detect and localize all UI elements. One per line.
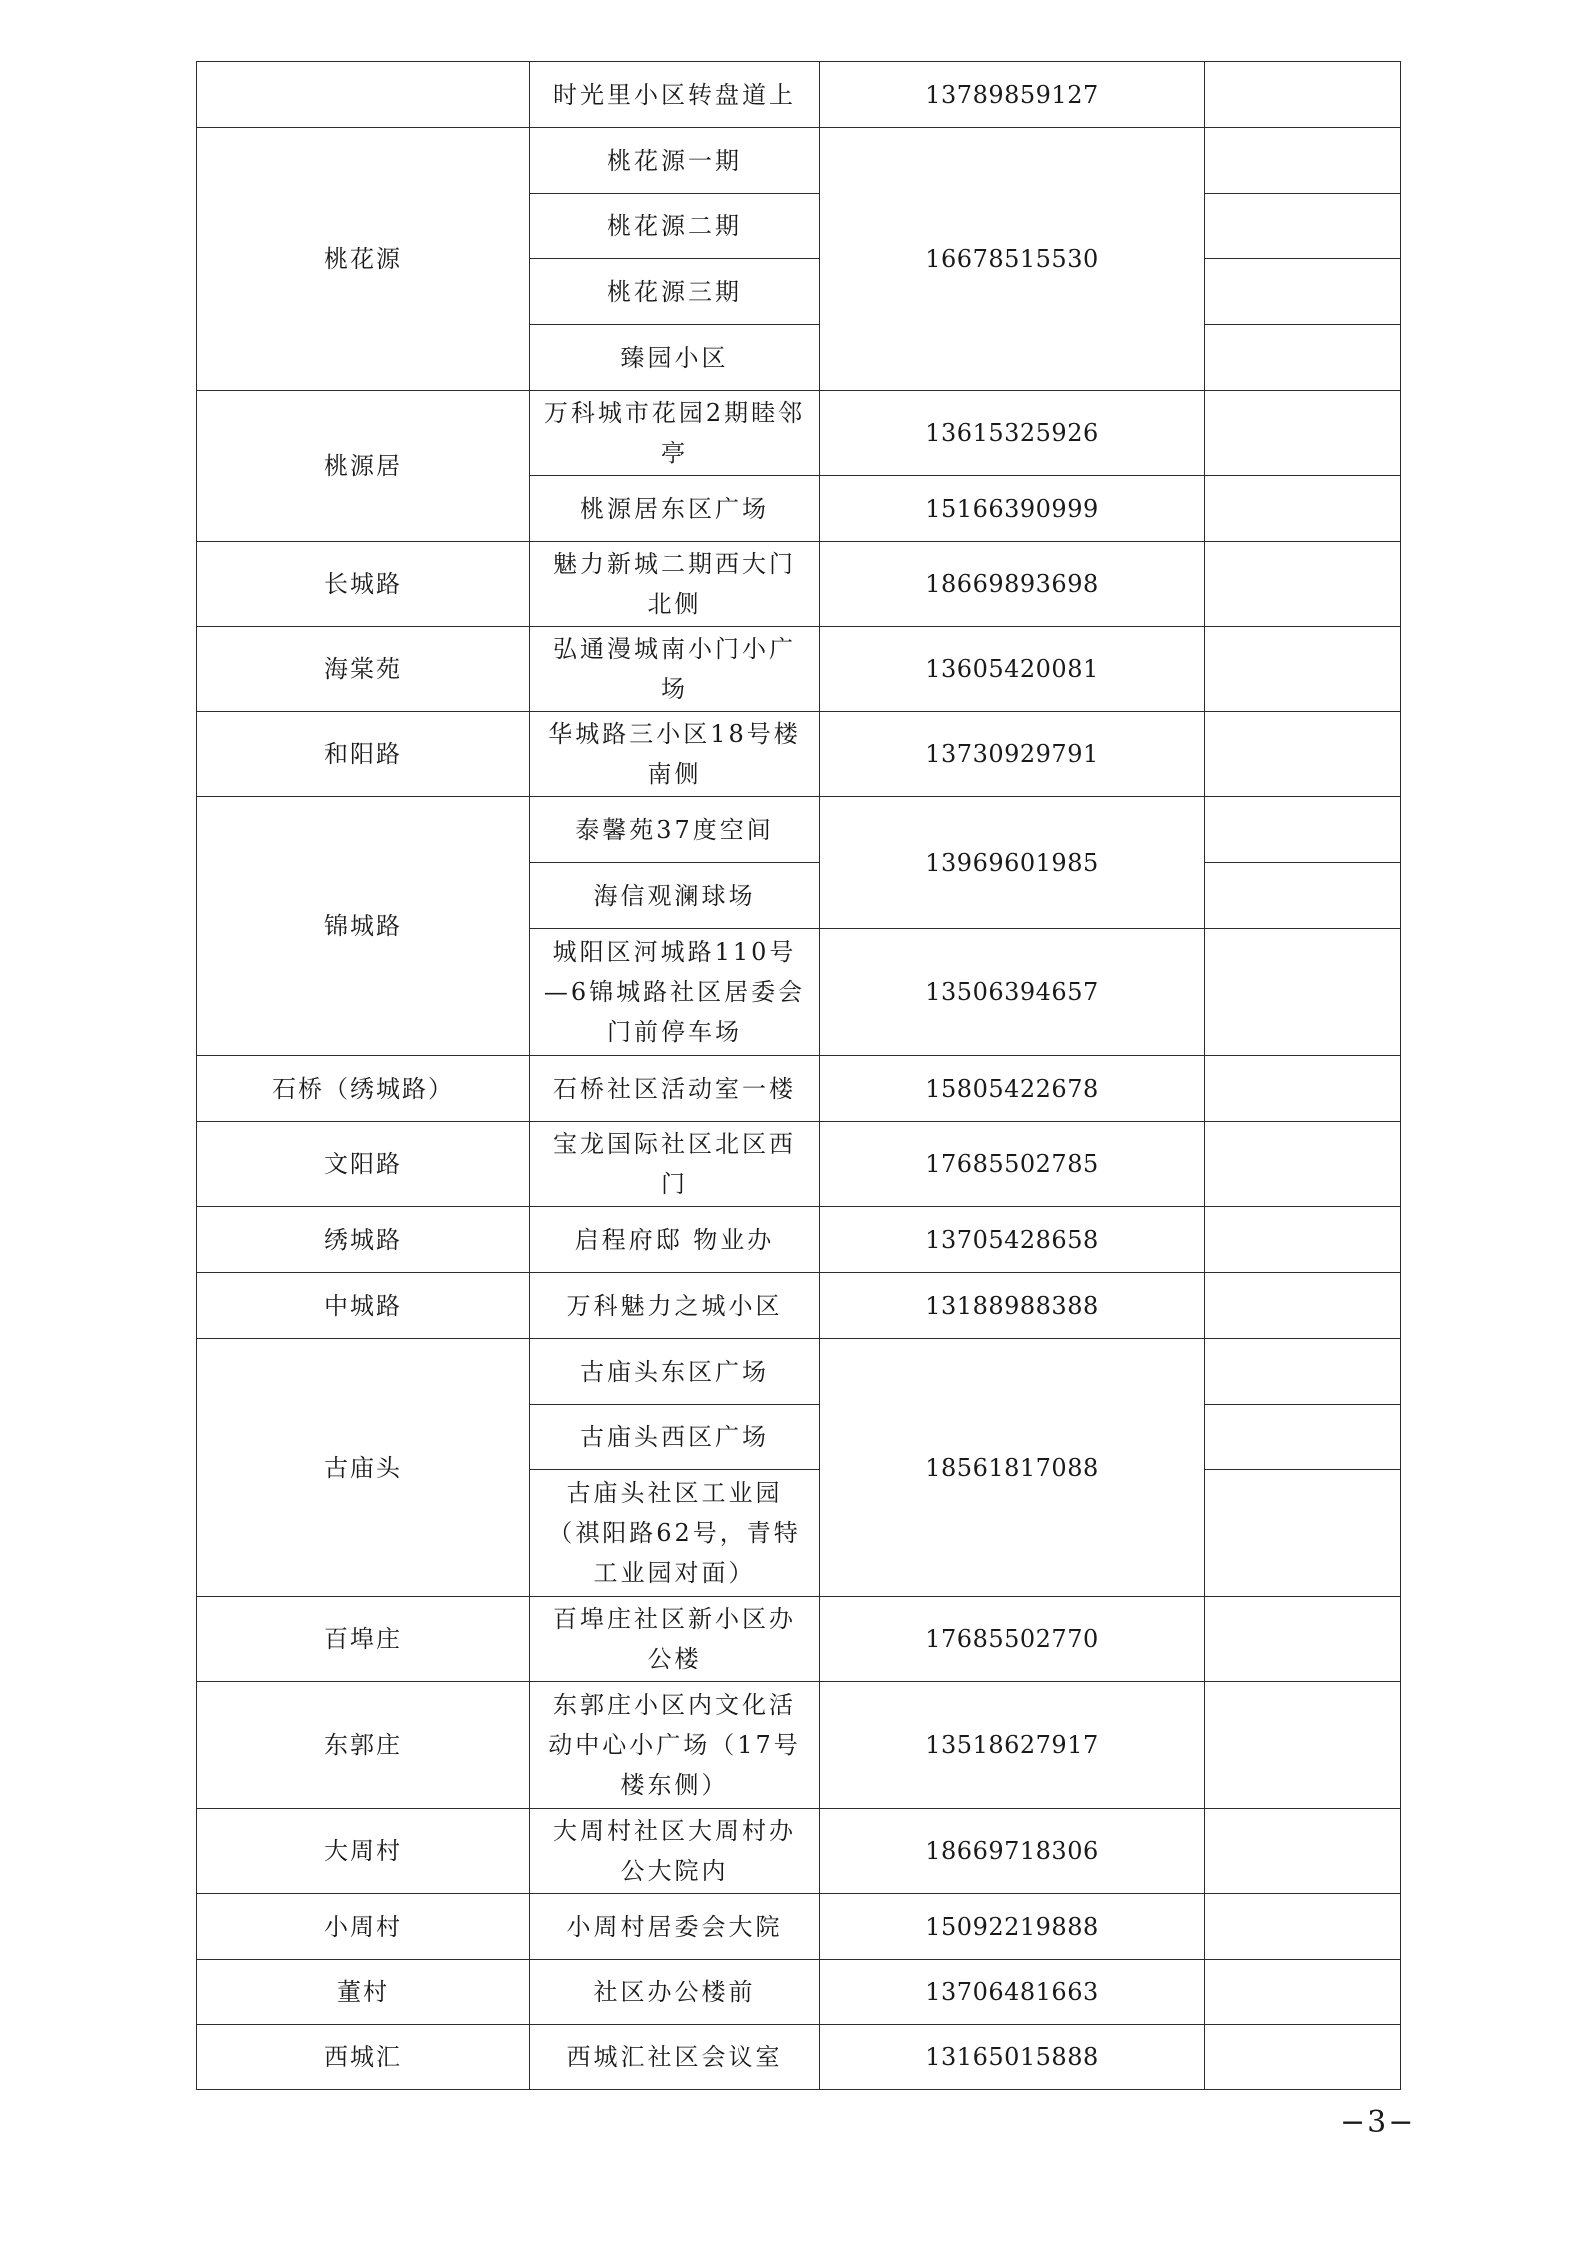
location-cell: 古庙头社区工业园（祺阳路62号，青特工业园对面）: [530, 1470, 820, 1597]
location-cell: 弘通漫城南小门小广场: [530, 627, 820, 712]
community-cell: 西城汇: [197, 2025, 530, 2090]
location-cell: 桃花源一期: [530, 128, 820, 194]
community-cell: 小周村: [197, 1894, 530, 1960]
phone-cell: 15805422678: [820, 1056, 1205, 1122]
table-row: [197, 1960, 1401, 2025]
location-cell: 海信观澜球场: [530, 863, 820, 929]
location-cell: 百埠庄社区新小区办公楼: [530, 1597, 820, 1682]
remark-cell: [1205, 1809, 1401, 1894]
remark-cell: [1205, 1273, 1401, 1339]
phone-cell: 13730929791: [820, 712, 1205, 797]
phone-cell: 18669893698: [820, 542, 1205, 627]
remark-cell: [1205, 325, 1401, 391]
location-cell: 小周村居委会大院: [530, 1894, 820, 1960]
location-cell: 桃花源二期: [530, 194, 820, 259]
phone-cell: 13706481663: [820, 1960, 1205, 2025]
schedule-table: [196, 61, 1401, 2090]
table-row: [197, 1122, 1401, 1207]
location-cell: 西城汇社区会议室: [530, 2025, 820, 2090]
phone-cell: 15166390999: [820, 476, 1205, 542]
remark-cell: [1205, 797, 1401, 863]
location-cell: 宝龙国际社区北区西门: [530, 1122, 820, 1207]
location-cell: 城阳区河城路110号—6锦城路社区居委会门前停车场: [530, 929, 820, 1056]
table-row: [197, 627, 1401, 712]
community-cell: 绣城路: [197, 1207, 530, 1273]
location-cell: 华城路三小区18号楼南侧: [530, 712, 820, 797]
phone-cell: 16678515530: [820, 128, 1205, 391]
location-cell: 古庙头东区广场: [530, 1339, 820, 1405]
table-row: [197, 128, 1401, 194]
location-cell: 桃花源三期: [530, 259, 820, 325]
community-cell: 长城路: [197, 542, 530, 627]
table-row: [197, 62, 1401, 128]
location-cell: 大周村社区大周村办公大院内: [530, 1809, 820, 1894]
remark-cell: [1205, 1405, 1401, 1470]
phone-cell: 13188988388: [820, 1273, 1205, 1339]
table-row: [197, 1339, 1401, 1405]
remark-cell: [1205, 929, 1401, 1056]
community-cell: 古庙头: [197, 1339, 530, 1597]
community-cell: 东郭庄: [197, 1682, 530, 1809]
table-row: [197, 391, 1401, 476]
remark-cell: [1205, 1597, 1401, 1682]
phone-cell: 13506394657: [820, 929, 1205, 1056]
community-cell: 桃花源: [197, 128, 530, 391]
phone-cell: 18561817088: [820, 1339, 1205, 1597]
table-row: [197, 712, 1401, 797]
remark-cell: [1205, 1339, 1401, 1405]
remark-cell: [1205, 863, 1401, 929]
location-cell: 臻园小区: [530, 325, 820, 391]
community-cell: 锦城路: [197, 797, 530, 1056]
remark-cell: [1205, 1122, 1401, 1207]
remark-cell: [1205, 1960, 1401, 2025]
phone-cell: 17685502770: [820, 1597, 1205, 1682]
remark-cell: [1205, 476, 1401, 542]
community-cell: 文阳路: [197, 1122, 530, 1207]
community-cell: 百埠庄: [197, 1597, 530, 1682]
remark-cell: [1205, 62, 1401, 128]
community-cell: 海棠苑: [197, 627, 530, 712]
table-row: [197, 1207, 1401, 1273]
location-cell: 万科城市花园2期睦邻亭: [530, 391, 820, 476]
phone-cell: 13705428658: [820, 1207, 1205, 1273]
phone-cell: 15092219888: [820, 1894, 1205, 1960]
location-cell: 时光里小区转盘道上: [530, 62, 820, 128]
page-number: −3−: [1340, 2105, 1416, 2140]
table-row: [197, 1597, 1401, 1682]
location-cell: 魅力新城二期西大门北侧: [530, 542, 820, 627]
remark-cell: [1205, 1207, 1401, 1273]
table-row: [197, 797, 1401, 863]
remark-cell: [1205, 391, 1401, 476]
community-cell: 石桥（绣城路）: [197, 1056, 530, 1122]
location-cell: 社区办公楼前: [530, 1960, 820, 2025]
table-row: [197, 1894, 1401, 1960]
phone-cell: 13518627917: [820, 1682, 1205, 1809]
location-cell: 桃源居东区广场: [530, 476, 820, 542]
location-cell: 东郭庄小区内文化活动中心小广场（17号楼东侧）: [530, 1682, 820, 1809]
table-row: [197, 1682, 1401, 1809]
location-cell: 石桥社区活动室一楼: [530, 1056, 820, 1122]
remark-cell: [1205, 1682, 1401, 1809]
table-row: [197, 1273, 1401, 1339]
remark-cell: [1205, 627, 1401, 712]
remark-cell: [1205, 542, 1401, 627]
remark-cell: [1205, 1470, 1401, 1597]
community-cell: 桃源居: [197, 391, 530, 542]
community-cell: 和阳路: [197, 712, 530, 797]
remark-cell: [1205, 1056, 1401, 1122]
phone-cell: 13165015888: [820, 2025, 1205, 2090]
remark-cell: [1205, 712, 1401, 797]
location-cell: 泰馨苑37度空间: [530, 797, 820, 863]
phone-cell: 13615325926: [820, 391, 1205, 476]
phone-cell: 17685502785: [820, 1122, 1205, 1207]
phone-cell: 13969601985: [820, 797, 1205, 929]
phone-cell: 18669718306: [820, 1809, 1205, 1894]
location-cell: 古庙头西区广场: [530, 1405, 820, 1470]
remark-cell: [1205, 259, 1401, 325]
table-row: [197, 542, 1401, 627]
location-cell: 启程府邸 物业办: [530, 1207, 820, 1273]
phone-cell: 13789859127: [820, 62, 1205, 128]
remark-cell: [1205, 1894, 1401, 1960]
remark-cell: [1205, 128, 1401, 194]
table-row: [197, 1809, 1401, 1894]
location-cell: 万科魅力之城小区: [530, 1273, 820, 1339]
community-cell: 董村: [197, 1960, 530, 2025]
remark-cell: [1205, 194, 1401, 259]
phone-cell: 13605420081: [820, 627, 1205, 712]
table-row: [197, 2025, 1401, 2090]
community-cell: 大周村: [197, 1809, 530, 1894]
community-cell: 中城路: [197, 1273, 530, 1339]
remark-cell: [1205, 2025, 1401, 2090]
community-cell: [197, 62, 530, 128]
table-row: [197, 1056, 1401, 1122]
